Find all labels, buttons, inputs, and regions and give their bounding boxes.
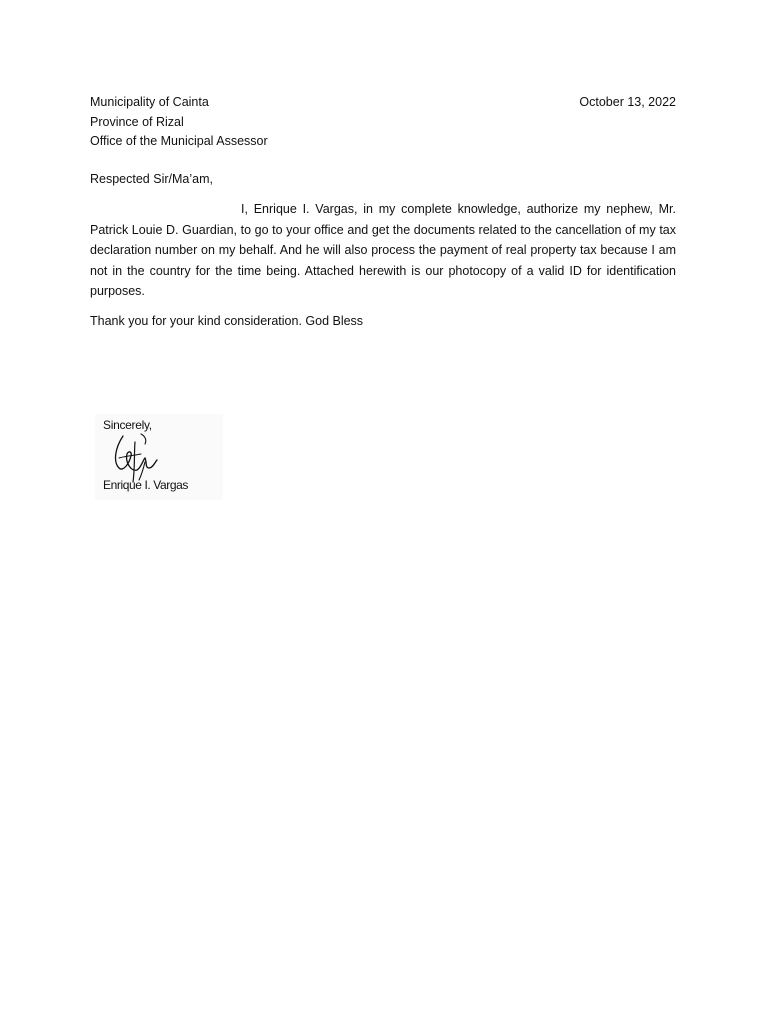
letter-header xyxy=(90,93,676,152)
salutation: Respected Sir/Ma’am, xyxy=(90,172,213,186)
recipient-line-3: Office of the Municipal Assessor xyxy=(90,134,268,148)
signatory-name: Enrique I. Vargas xyxy=(103,478,189,492)
valediction: Sincerely, xyxy=(103,418,152,432)
signature-block xyxy=(95,414,223,500)
recipient-line-2: Province of Rizal xyxy=(90,114,184,129)
handwritten-signature xyxy=(101,428,171,484)
closing-line: Thank you for your kind consideration. God Bless xyxy=(90,314,364,328)
body-paragraph: I, Enrique I. Vargas, in my complete knowledge, authorize my nephew, Mr. Patrick Louie D. Guardian, to go to your office and get the documents related to the cancellation of my tax declaration number on my behalf. And he will also process the payment of real property tax because I am not in the country for the time being. Attached herewith is our photocopy of a valid ID for identification purposes. xyxy=(90,202,676,298)
letter-date: October 13, 2022 xyxy=(579,95,676,109)
recipient-line-1: Municipality of Cainta xyxy=(90,95,209,109)
